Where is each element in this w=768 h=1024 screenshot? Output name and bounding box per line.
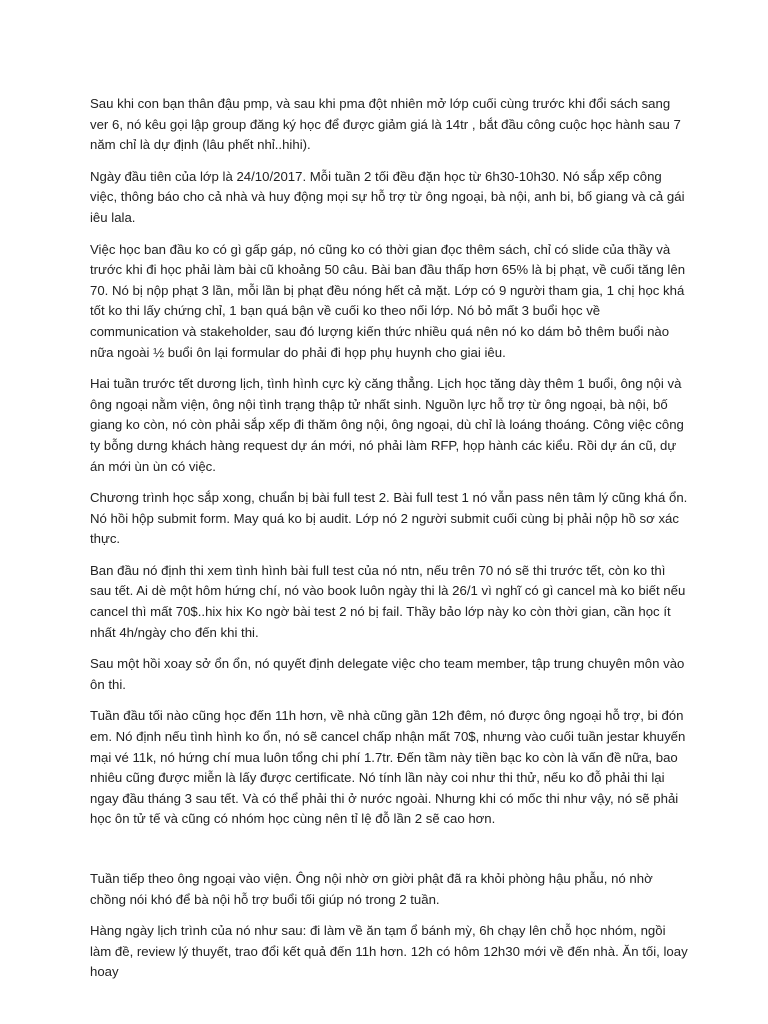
paragraph-5: Chương trình học sắp xong, chuẩn bị bài full test 2. Bài full test 1 nó vẫn pass nên tâm lý cũng khá ổn. Nó hồi hộp submit form. May quá ko bị audit. Lớp nó 2 người submit cuối cùng bị phải nộp hồ sơ xác thực.	[90, 490, 688, 547]
paragraph-1: Sau khi con bạn thân đậu pmp, và sau khi pma đột nhiên mở lớp cuối cùng trước khi đổi sách sang ver 6, nó kêu gọi lập group đăng ký học để được giảm giá là 14tr , bắt đầu công cuộc học hành sau 7 năm chỉ là dự định (lâu phết nhỉ..hihi).	[90, 96, 681, 153]
paragraph-2: Ngày đầu tiên của lớp là 24/10/2017. Mỗi tuần 2 tối đều đặn học từ 6h30-10h30. Nó sắp xếp công việc, thông báo cho cả nhà và huy động mọi sự hỗ trợ từ ông ngoại, bà nội, anh bi, bố giang và cả gái iêu lala.	[90, 168, 685, 225]
paragraph-3: Việc học ban đầu ko có gì gấp gáp, nó cũng ko có thời gian đọc thêm sách, chỉ có slide của thầy và trước khi đi học phải làm bài cũ khoảng 50 câu. Bài ban đầu thấp hơn 65% là bị phạt, về cuối tăng lên 70. Nó bị nộp phạt 3 lần, mỗi lần bị phạt đều nóng hết cả mặt. Lớp có 9 người tham gia, 1 chị học khá tốt ko thi lấy chứng chỉ, 1 bạn quá bận về cuối ko theo nối lớp. Nó bỏ mất 3 buổi học về communication và stakeholder, sau đó lượng kiến thức nhiều quá nên nó ko dám bỏ thêm buổi nào nữa ngoài ½ buổi ôn lại formular do phải đi họp phụ huynh cho giai iêu.	[90, 241, 686, 360]
paragraph-6: Ban đầu nó định thi xem tình hình bài full test của nó ntn, nếu trên 70 nó sẽ thi trước tết, còn ko thì sau tết. Ai dè một hôm hứng chí, nó vào book luôn ngày thi là 26/1 vì nghĩ có gì cancel mà ko biết nếu cancel thì mất 70$..hix hix Ko ngờ bài test 2 nó bị fail. Thầy bảo lớp này ko còn thời gian, cần học ít nhất 4h/ngày cho đến khi thi.	[90, 562, 686, 640]
document-page	[90, 94, 690, 994]
paragraph-8: Tuần đầu tối nào cũng học đến 11h hơn, về nhà cũng gần 12h đêm, nó được ông ngoại hỗ trợ, bi đón em. Nó định nếu tình hình ko ổn, nó sẽ cancel chấp nhận mất 70$, nhưng vào cuối tuần jestar khuyến mại vé 11k, nó hứng chí mua luôn tổng chi phí 1.7tr. Đến tầm này tiền bạc ko còn là vấn đề nữa, bao nhiêu cũng được miễn là lấy được certificate. Nó tính lần này coi như thi thử, nếu ko đỗ phải thi lại ngay đầu tháng 3 sau tết. Và có thể phải thi ở nước ngoài. Nhưng khi có mốc thi như vậy, nó sẽ phải học ôn tử tế và cũng có nhóm học cùng nên tỉ lệ đỗ lần 2 sẽ cao hơn.	[90, 708, 686, 827]
paragraph-10: Hàng ngày lịch trình của nó như sau: đi làm về ăn tạm ổ bánh mỳ, 6h chạy lên chỗ học nhóm, ngồi làm đề, review lý thuyết, trao đổi kết quả đến 11h hơn. 12h có hôm 12h30 mới về đến nhà. Ăn tối, loay hoay	[90, 923, 688, 980]
paragraph-9: Tuần tiếp theo ông ngoại vào viện. Ông nội nhờ ơn giời phật đã ra khỏi phòng hậu phẫu, nó nhờ chồng nói khó để bà nội hỗ trợ buổi tối giúp nó trong 2 tuần.	[90, 871, 653, 907]
paragraph-7: Sau một hồi xoay sở ổn ổn, nó quyết định delegate việc cho team member, tập trung chuyên môn vào ôn thi.	[90, 656, 685, 692]
paragraph-4: Hai tuần trước tết dương lịch, tình hình cực kỳ căng thẳng. Lịch học tăng dày thêm 1 buổi, ông nội và ông ngoại nằm viện, ông nội tình trạng thập tử nhất sinh. Nguồn lực hỗ trợ từ ông ngoại, bà nội, bố giang ko còn, nó còn phải sắp xếp đi thăm ông nội, ông ngoại, dù chỉ là loáng thoáng. Công việc công ty bỗng dưng khách hàng request dự án mới, nó phải làm RFP, họp hành các kiểu. Rồi dự án cũ, dự án mới ùn ùn có việc.	[90, 376, 684, 474]
